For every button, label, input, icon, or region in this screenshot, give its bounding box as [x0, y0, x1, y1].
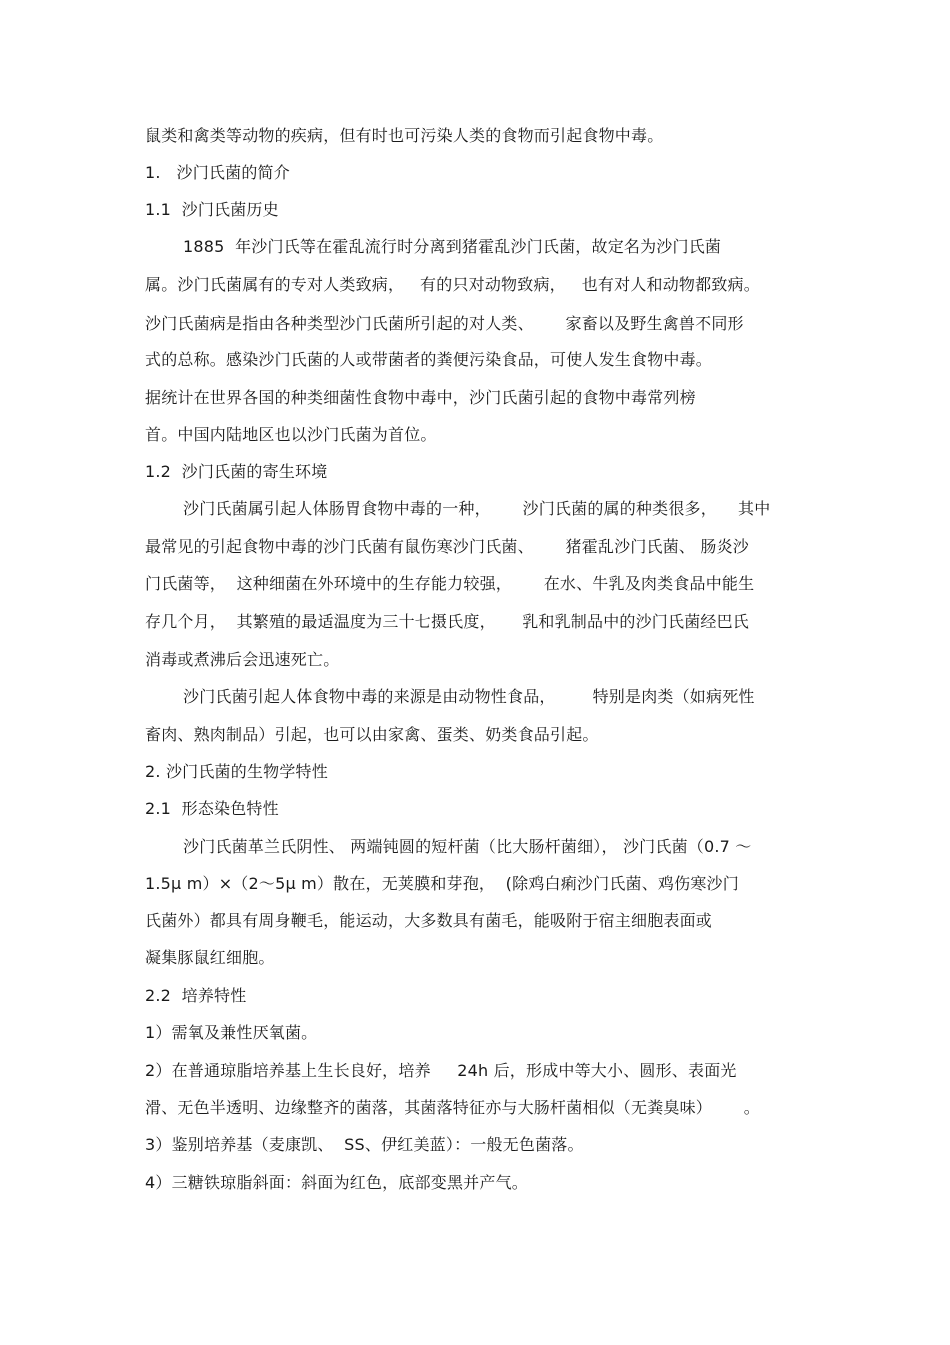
paragraph-line: 式的总称。感染沙门氏菌的人或带菌者的粪便污染食品，可使人发生食物中毒。: [145, 350, 713, 369]
subsection-heading: 1.2 沙门氏菌的寄生环境: [145, 462, 328, 481]
paragraph-line: 凝集豚鼠红细胞。: [145, 948, 275, 967]
paragraph-line: 门氏菌等， 这种细菌在外环境中的生存能力较强， 在水、牛乳及肉类食品中能生: [145, 574, 755, 593]
paragraph-line: 首。中国内陆地区也以沙门氏菌为首位。: [145, 425, 437, 444]
text-line: 鼠类和禽类等动物的疾病，但有时也可污染人类的食物而引起食物中毒。: [145, 126, 664, 145]
subsection-heading: 2.1 形态染色特性: [145, 799, 279, 818]
list-item-continuation: 滑、无色半透明、边缘整齐的菌落，其菌落特征亦与大肠杆菌相似（无粪臭味） 。: [145, 1098, 760, 1117]
list-item: 4）三糖铁琼脂斜面：斜面为红色，底部变黑并产气。: [145, 1173, 528, 1192]
paragraph-line: 最常见的引起食物中毒的沙门氏菌有鼠伤寒沙门氏菌、 猪霍乱沙门氏菌、 肠炎沙: [145, 537, 750, 556]
list-item: 2）在普通琼脂培养基上生长良好，培养 24h 后，形成中等大小、圆形、表面光: [145, 1061, 737, 1080]
paragraph-line: 氏菌外）都具有周身鞭毛，能运动，大多数具有菌毛，能吸附于宿主细胞表面或: [145, 911, 713, 930]
subsection-heading: 1.1 沙门氏菌历史: [145, 200, 279, 219]
paragraph-line: 属。沙门氏菌属有的专对人类致病， 有的只对动物致病， 也有对人和动物都致病。: [145, 275, 760, 294]
paragraph-line: 沙门氏菌引起人体食物中毒的来源是由动物性食品， 特别是肉类（如病死性: [183, 687, 755, 706]
paragraph-line: 消毒或煮沸后会迅速死亡。: [145, 650, 340, 669]
subsection-heading: 2.2 培养特性: [145, 986, 247, 1005]
paragraph-line: 1885 年沙门氏等在霍乱流行时分离到猪霍乱沙门氏菌，故定名为沙门氏菌: [183, 237, 722, 256]
paragraph-line: 存几个月， 其繁殖的最适温度为三十七摄氏度， 乳和乳制品中的沙门氏菌经巴氏: [145, 612, 750, 631]
paragraph-line: 据统计在世界各国的种类细菌性食物中毒中，沙门氏菌引起的食物中毒常列榜: [145, 388, 696, 407]
paragraph-line: 沙门氏菌属引起人体肠胃食物中毒的一种， 沙门氏菌的属的种类很多， 其中: [183, 499, 771, 518]
paragraph-line: 沙门氏菌病是指由各种类型沙门氏菌所引起的对人类、 家畜以及野生禽兽不同形: [145, 314, 744, 333]
list-item: 3）鉴别培养基（麦康凯、 SS、伊红美蓝）：一般无色菌落。: [145, 1135, 584, 1154]
paragraph-line: 1.5μ m）×（2～5μ m）散在，无荚膜和芽孢， (除鸡白痢沙门氏菌、鸡伤寒沙门: [145, 874, 739, 893]
paragraph-line: 畜肉、熟肉制品）引起，也可以由家禽、蛋类、奶类食品引起。: [145, 725, 599, 744]
section-heading: 1. 沙门氏菌的简介: [145, 163, 290, 182]
list-item: 1）需氧及兼性厌氧菌。: [145, 1023, 318, 1042]
section-heading: 2. 沙门氏菌的生物学特性: [145, 762, 328, 781]
paragraph-line: 沙门氏菌革兰氏阴性、 两端钝圆的短杆菌（比大肠杆菌细）， 沙门氏菌（0.7 ～: [183, 837, 752, 856]
